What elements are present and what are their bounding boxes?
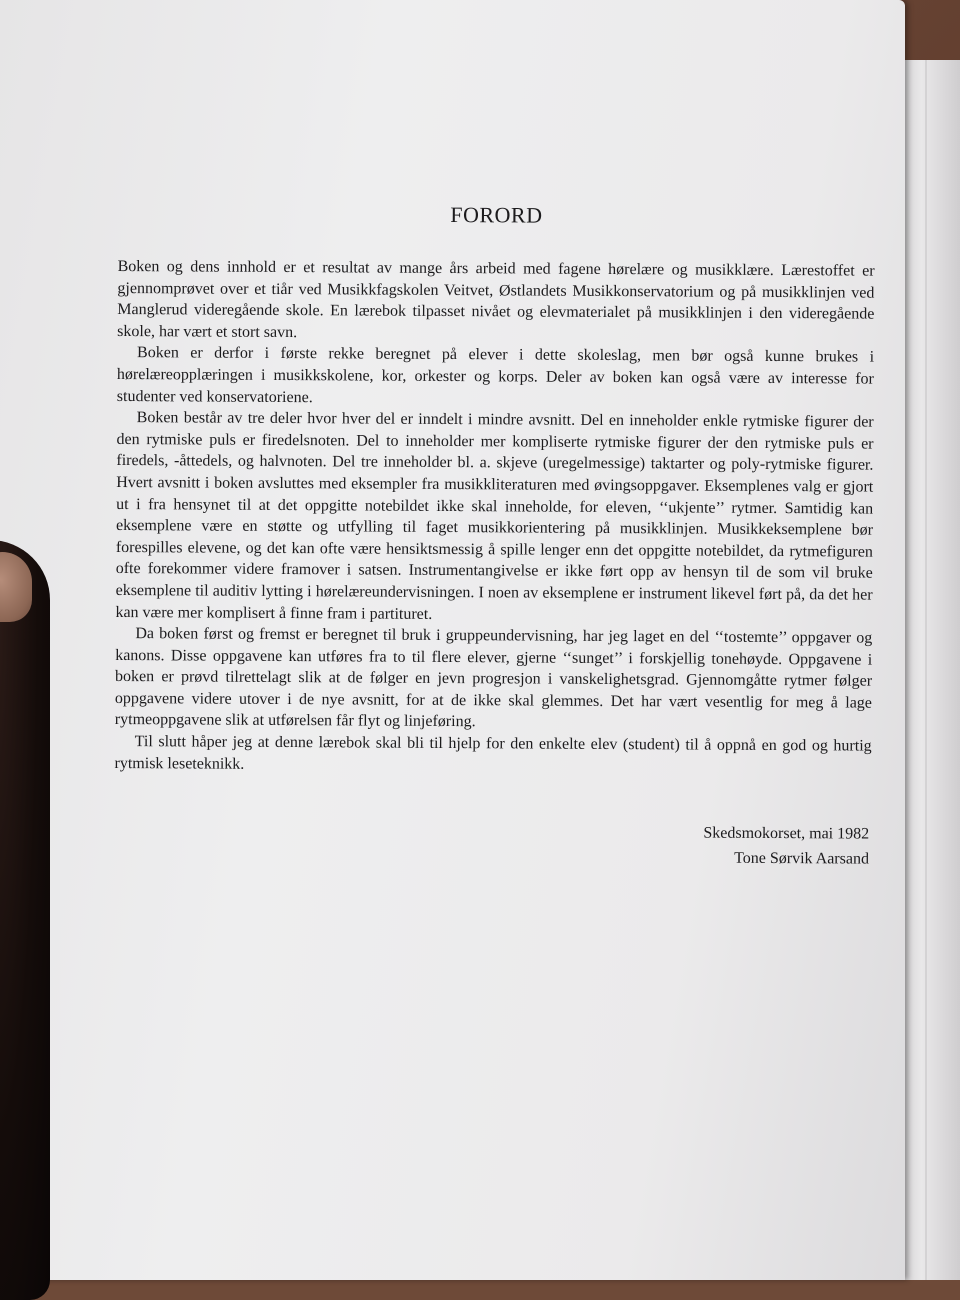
paragraph-2: Boken er derfor i første rekke beregnet på elever i dette skoleslag, men bør også kunne brukes i hørelæreopplæringen i musikkskolene, kor, orkester og korps. Deler av boken kan også være av interesse for studenter ved konservatoriene.: [116, 344, 875, 406]
page-title: FORORD: [450, 202, 543, 228]
page-content: [114, 200, 875, 872]
holding-hand: [0, 540, 50, 1300]
next-page-edge: [905, 60, 960, 1280]
paragraph-3: Boken består av tre deler hvor hver del er inndelt i mindre avsnitt. Del en inneholder enkle rytmiske figurer der den rytmiske puls er firedelsnoten. Del to inneholder mer kompliserte rytmiske figurer der den rytmiske puls er firedels, -åttedels, og halvnoten. Del tre inneholder bl. a. skjeve (uregelmessige) taktarter og poly-rytmiske figurer. Hvert avsnitt i boken avsluttes med eksempler fra musikkliteraturen med øvingsoppgaver. Eksemplenes valg er gjort ut i fra hensynet til at det oppgitte notebildet ikke skal inneholde, for eleven, ‘‘ukjente’’ rytmer. Samtidig kan eksemplene være en støtte og utfylling til faget musikkorientering på musikklinjen. Musikkeksemplene bør forespilles elevene, og det kan ofte være hensiktsmessig å spille lenger enn det oppgitte notebildet, da rytmefiguren ofte forekommer videre framover i satsen. Instrumentangivelse er ikke ført opp av hensyn til de som vil bruke eksemplene til auditiv lytting i hørelæreundervisningen. I noen av eksemplene er instrument likevel ført på, da det her kan være mer komplisert å finne fram i partituret.: [115, 409, 874, 623]
paragraph-4: Da boken først og fremst er beregnet til bruk i gruppeundervisning, har jeg laget en del ‘‘tostemte’’ oppgaver og kanons. Disse oppgavene kan utføres fra to til flere elever, gjerne ‘‘sunget’’ i forskjellig tonehøyde. Oppgavene i boken er prøvd tilrettelagt slik at de følger en jevn progresjon i vanskelighetsgrad. Gjennomgåtte rytmer følger oppgavene videre utover i de nye avsnitt, for at de ikke skal glemmes. Det har vært vesentlig for meg å lage rytmeoppgavene slik at utførelsen får flyt og linjeføring.: [114, 625, 873, 731]
page-crease: [925, 60, 927, 1280]
signature-place-date: Skedsmokorset, mai 1982: [703, 824, 870, 843]
paragraph-1: Boken og dens innhold er et resultat av mange års arbeid med fagene hørelære og musikklære. Lærestoffet er gjennomprøvet over et tiår ved Musikkfagskolen Veitvet, Østlandets Musikkonservatorium og på musikklinjen ved Manglerud videregående skole. En lærebok tilpasset nivået og elevmaterialet på musikklinjen i den videregående skole, har vært et stort savn.: [117, 257, 875, 341]
signature-block: [114, 817, 871, 872]
paragraph-5: Til slutt håper jeg at denne lærebok skal bli til hjelp for den enkelte elev (student) til å oppnå en god og hurtig rytmisk leseteknikk.: [114, 733, 872, 773]
signature-author: Tone Sørvik Aarsand: [734, 850, 870, 868]
